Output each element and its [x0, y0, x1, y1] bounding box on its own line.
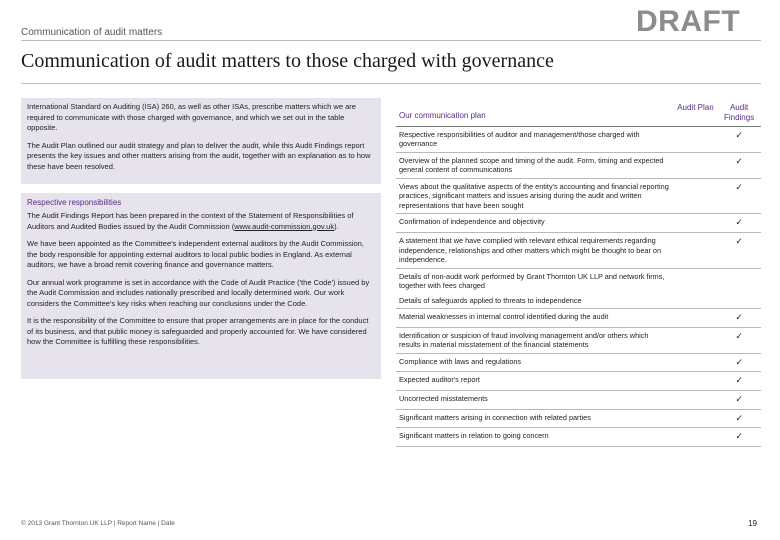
findings-check-icon: ✓ — [717, 178, 761, 213]
audit-commission-link[interactable]: www.audit-commission.gov.uk — [234, 221, 335, 231]
findings-check-icon: ✓ — [717, 152, 761, 178]
intro-box — [21, 98, 381, 184]
responsibilities-paragraph-1-start: The Audit Findings Report has been prepared in the context of the Statement of Responsibilities of Auditors and Audited Bodies issued by the Audit Commission ( — [27, 211, 354, 231]
plan-check — [674, 178, 718, 213]
table-heading: Our communication plan — [396, 99, 674, 127]
table-header-row — [396, 99, 761, 127]
plan-check — [674, 308, 718, 327]
plan-check — [674, 391, 718, 410]
findings-check-icon: ✓ — [717, 409, 761, 428]
findings-check-icon: ✓ — [717, 214, 761, 233]
draft-watermark-label: DRAFT — [636, 5, 741, 38]
row-text: Views about the qualitative aspects of the entity's accounting and financial reporting practices, significant matters and issues arising during the audit and written representations that have been sought — [396, 178, 674, 213]
header-divider — [21, 40, 761, 41]
table-row — [396, 178, 761, 213]
findings-check-icon — [717, 268, 761, 292]
footer-text: © 2013 Grant Thornton UK LLP | Report Name | Date — [21, 520, 175, 527]
plan-check — [674, 268, 718, 292]
table-row — [396, 293, 761, 309]
findings-check-icon: ✓ — [717, 428, 761, 447]
intro-paragraph-2: The Audit Plan outlined our audit strategy and plan to deliver the audit, while this Audit Findings report presents the key issues and other matters arising from the audit, together with an explanation as to how these have been resolved. — [27, 140, 371, 171]
row-text: Expected auditor's report — [396, 372, 674, 391]
communication-plan-table — [396, 99, 761, 447]
plan-check — [674, 409, 718, 428]
plan-check — [674, 214, 718, 233]
row-text: Significant matters in relation to going concern — [396, 428, 674, 447]
table-row — [396, 268, 761, 292]
plan-check — [674, 327, 718, 353]
row-text: Details of safeguards applied to threats to independence — [396, 293, 674, 309]
plan-check — [674, 127, 718, 153]
intro-paragraph-1: International Standard on Auditing (ISA) 260, as well as other ISAs, prescribe matters which we are required to communicate with those charged with governance, and which we set out in the table opposite. — [27, 102, 356, 132]
findings-check-icon: ✓ — [717, 391, 761, 410]
table-row — [396, 233, 761, 268]
responsibilities-box — [21, 193, 381, 379]
plan-check — [674, 428, 718, 447]
plan-check — [674, 152, 718, 178]
column-audit-plan: Audit Plan — [674, 99, 718, 127]
table-row — [396, 391, 761, 410]
row-text: Details of non-audit work performed by Grant Thornton UK LLP and network firms, together with fees charged — [399, 271, 665, 291]
table-row — [396, 327, 761, 353]
row-text: Uncorrected misstatements — [396, 391, 674, 410]
responsibilities-paragraph-3: Our annual work programme is set in accordance with the Code of Audit Practice ('the Code') issued by the Audit Commission and includes nationally prescribed and locally determined work. Our work considers the Committee's key risks when reaching our conclusions under the Code. — [27, 277, 370, 308]
responsibilities-paragraph-4: It is the responsibility of the Committee to ensure that proper arrangements are in place for the conduct of its business, and that public money is safeguarded and properly accounted for. We have considered how the Committee is fulfilling these responsibilities. — [27, 316, 369, 347]
findings-check-icon — [717, 293, 761, 309]
row-text: Identification or suspicion of fraud involving management and/or others which results in material misstatement of the financial statements — [396, 327, 674, 353]
row-text: Material weaknesses in internal control identified during the audit — [396, 308, 674, 327]
findings-check-icon: ✓ — [717, 127, 761, 153]
responsibilities-paragraph-1-end: ). — [334, 221, 339, 231]
table-row — [396, 214, 761, 233]
column-audit-findings: Audit Findings — [717, 99, 761, 127]
table-row — [396, 353, 761, 372]
row-text: Significant matters arising in connection with related parties — [396, 409, 674, 428]
table-row — [396, 308, 761, 327]
header-small-title: Communication of audit matters — [21, 27, 163, 38]
responsibilities-paragraph-1 — [27, 211, 375, 232]
findings-check-icon: ✓ — [717, 308, 761, 327]
row-text: Respective responsibilities of auditor and management/those charged with governance — [396, 127, 674, 153]
row-text: Compliance with laws and regulations — [396, 353, 674, 372]
findings-check-icon: ✓ — [717, 327, 761, 353]
table-row — [396, 152, 761, 178]
responsibilities-paragraph-2: We have been appointed as the Committee's independent external auditors by the Audit Commission, the body responsible for appointing external auditors to local public bodies in England. As external auditors, we have a broad remit covering finance and governance matters. — [27, 239, 364, 270]
row-text: Confirmation of independence and objectivity — [396, 214, 674, 233]
table-row — [396, 428, 761, 447]
page-title: Communication of audit matters to those charged with governance — [21, 50, 554, 72]
table-row — [396, 372, 761, 391]
findings-check-icon: ✓ — [717, 233, 761, 268]
plan-check — [674, 353, 718, 372]
findings-check-icon: ✓ — [717, 353, 761, 372]
plan-check — [674, 293, 718, 309]
row-text: A statement that we have complied with relevant ethical requirements regarding independence, relationships and other matters which might be thought to bear on independence. — [396, 233, 674, 268]
plan-check — [674, 372, 718, 391]
plan-check — [674, 233, 718, 268]
row-text: Overview of the planned scope and timing of the audit. Form, timing and expected general content of communications — [396, 152, 674, 178]
title-divider — [21, 83, 761, 84]
page-number: 19 — [748, 519, 757, 528]
table-row — [396, 409, 761, 428]
table-row — [396, 127, 761, 153]
responsibilities-heading: Respective responsibilities — [27, 198, 122, 207]
findings-check-icon: ✓ — [717, 372, 761, 391]
